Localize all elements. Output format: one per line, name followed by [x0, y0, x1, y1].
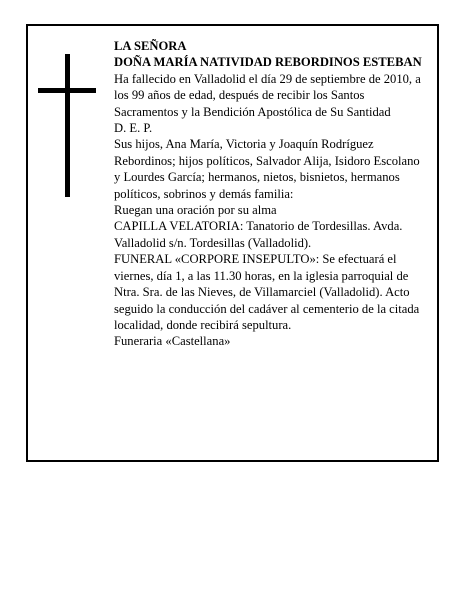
family-list: Sus hijos, Ana María, Victoria y Joaquín Rodríguez Rebordinos; hijos políticos, Salvador Alija, Isidoro Escolano y Lourdes García; hermanos, nietos, bisnietos, hermanos políticos, sobrinos y demás familia:: [114, 137, 420, 201]
funeral-info: FUNERAL «CORPORE INSEPULTO»: Se efectuará el viernes, día 1, a las 11.30 horas, en la iglesia parroquial de Ntra. Sra. de las Nieves, de Villamarciel (Valladolid). Acto seguido la conducción del cadáver al cementerio de la citada localidad, donde recibirá sepultura.: [114, 252, 420, 332]
death-announcement: Ha fallecido en Valladolid el día 29 de septiembre de 2010, a los 99 años de edad, después de recibir los Santos Sacramentos y la Bendición Apostólica de Su Santidad: [114, 71, 421, 119]
prayer-request: Ruegan una oración por su alma: [114, 203, 277, 218]
deceased-name: DOÑA MARÍA NATIVIDAD REBORDINOS ESTEBAN: [114, 55, 422, 70]
dep-line: D. E. P.: [114, 121, 153, 136]
cross-horizontal-bar: [38, 88, 96, 93]
chapel-info: CAPILLA VELATORIA: Tanatorio de Tordesillas. Avda. Valladolid s/n. Tordesillas (Valladolid).: [114, 219, 403, 250]
cross-icon: [38, 54, 96, 197]
obituary-text: [114, 38, 426, 350]
cross-vertical-bar: [65, 54, 70, 197]
funeral-home: Funeraria «Castellana»: [114, 334, 231, 349]
title-line: LA SEÑORA: [114, 39, 187, 53]
